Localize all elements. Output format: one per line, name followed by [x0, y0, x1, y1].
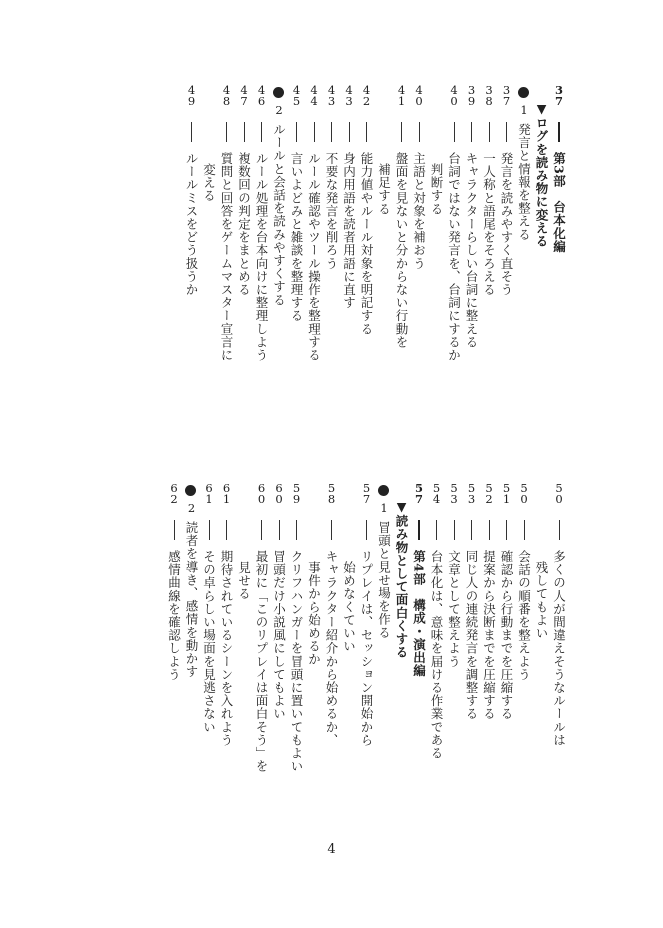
- leader-dash: [418, 520, 420, 540]
- page-ref-digit: 3: [467, 492, 476, 506]
- page-ref-digit: 5: [327, 481, 336, 495]
- chapter-number: 1: [520, 103, 528, 117]
- page-ref-digit: 0: [555, 492, 563, 506]
- toc-entry-text: リプレイは、セッション開始から: [359, 550, 374, 747]
- toc-entry-text: ▼読み物として面白くする: [394, 499, 409, 659]
- page-ref-digit: 9: [292, 492, 301, 506]
- toc-column-entry: [271, 483, 289, 818]
- toc-column-entry: [306, 85, 324, 420]
- page-ref: [253, 483, 270, 505]
- toc-entry-text: 最初に「このリプレイは面白そう」を: [254, 550, 269, 773]
- page-ref-digit: 4: [187, 83, 196, 97]
- page-ref-digit: 0: [257, 492, 266, 506]
- toc-entry-text: ルール確認やツール操作を整理する: [306, 152, 322, 362]
- toc-column-section: [533, 85, 551, 420]
- toc-entry-text: 多くの人が間違えそうなルールは: [551, 550, 567, 747]
- page-ref-digit: 1: [205, 492, 213, 506]
- toc-entry-text: 会話の順番を整えよう: [516, 550, 532, 681]
- page-ref-digit: 6: [257, 94, 266, 108]
- leader-dash: [191, 122, 192, 142]
- page-ref: [446, 85, 463, 107]
- leader-dash: [471, 520, 472, 540]
- page-ref-digit: 3: [554, 83, 563, 97]
- page-ref-digit: 7: [502, 94, 511, 108]
- page-ref: [393, 85, 410, 107]
- page-ref: [218, 85, 235, 107]
- page-ref-digit: 3: [450, 492, 458, 506]
- leader-dash: [419, 122, 420, 142]
- page-ref: [253, 85, 270, 107]
- bullet-icon: [518, 87, 529, 98]
- toc-column-chapter: [271, 85, 289, 420]
- leader-dash: [559, 520, 560, 540]
- page-ref-digit: 0: [450, 94, 458, 108]
- toc-entry-text: 補足する: [376, 163, 392, 216]
- toc-entry-text: 冒頭だけ小説風にしてもよい: [271, 550, 287, 721]
- toc-column-chapter: [376, 483, 394, 818]
- page-ref: [288, 483, 305, 505]
- toc-column-entry: [463, 483, 481, 818]
- leader-dash: [296, 122, 297, 142]
- page-ref: [498, 85, 515, 107]
- toc-column-entry: [218, 483, 236, 818]
- page-ref-digit: 4: [345, 83, 353, 97]
- page-ref-digit: 5: [432, 481, 441, 495]
- toc-entry-text: 発言を読みやすく直そう: [499, 152, 514, 297]
- page-ref-digit: 8: [222, 94, 231, 108]
- page-ref: [341, 85, 358, 107]
- toc-column-entry: [253, 85, 271, 420]
- page-ref: [271, 483, 288, 505]
- page-ref: [463, 85, 480, 107]
- page-ref-digit: 4: [450, 83, 458, 97]
- toc-column-entry: [551, 483, 569, 818]
- page-ref-digit: 2: [170, 492, 178, 506]
- toc-entry-text: 質問と回答をゲームマスター宣言に: [219, 152, 234, 362]
- leader-dash: [209, 520, 210, 540]
- page-ref: [516, 483, 533, 505]
- leader-dash: [558, 122, 560, 142]
- page-ref-digit: 5: [292, 94, 301, 108]
- page-ref-digit: 3: [485, 83, 493, 97]
- toc-column-section: [393, 483, 411, 818]
- page-ref-digit: 3: [345, 94, 353, 108]
- toc-column-part: [551, 85, 569, 420]
- toc-column-entry: [481, 85, 499, 420]
- toc-column-entry: [428, 483, 446, 818]
- page-ref-digit: 6: [205, 481, 213, 495]
- toc-column-cont: [428, 85, 446, 420]
- toc-column-entry: [288, 483, 306, 818]
- page-ref-digit: 4: [397, 83, 406, 97]
- page-ref: [481, 483, 498, 505]
- page-ref: [358, 85, 375, 107]
- toc-column-chapter: [183, 483, 201, 818]
- page-ref-digit: 5: [520, 481, 528, 495]
- toc-entry-text: 台本化は、意味を届ける作業である: [429, 550, 444, 760]
- leader-dash: [401, 122, 402, 142]
- toc-entry-text: 感情曲線を確認しよう: [166, 550, 182, 681]
- toc-column-entry: [516, 483, 534, 818]
- leader-dash: [506, 520, 507, 540]
- page-ref: [446, 483, 463, 505]
- page-ref: [288, 85, 305, 107]
- toc-entry-text: 判断する: [429, 163, 444, 216]
- toc-entry-text: 変える: [201, 163, 217, 203]
- toc-column-entry: [323, 85, 341, 420]
- toc-entry-text: 冒頭と見せ場を作る: [376, 521, 392, 639]
- toc-entry-text: キャラクターらしい台詞に整える: [464, 152, 479, 349]
- toc-entry-text: 提案から決断までを圧縮する: [481, 550, 497, 721]
- leader-dash: [296, 520, 297, 540]
- leader-dash: [226, 122, 227, 142]
- page-ref-digit: 6: [222, 481, 231, 495]
- leader-dash: [349, 122, 350, 142]
- page-ref-digit: 7: [240, 94, 248, 108]
- toc-entry-text: 確認から行動までを圧縮する: [499, 550, 514, 721]
- leader-dash: [366, 520, 367, 540]
- toc-column-entry: [323, 483, 341, 818]
- page-ref-digit: 7: [414, 492, 423, 506]
- toc-entry-text: 第4部 構成・演出編: [411, 550, 427, 678]
- page-ref-digit: 4: [222, 83, 231, 97]
- toc-column-cont: [201, 85, 219, 420]
- toc-entry-text: 言いよどみと雑談を整理する: [289, 152, 304, 323]
- chapter-number: 2: [187, 501, 196, 515]
- leader-dash: [454, 520, 455, 540]
- leader-dash: [314, 122, 315, 142]
- toc-entry-text: ルールと会話を読みやすくする: [271, 123, 287, 307]
- bullet-icon: [273, 87, 284, 98]
- toc-entry-text: 見せる: [236, 561, 252, 601]
- page-ref-digit: 4: [310, 94, 318, 108]
- leader-dash: [331, 122, 332, 142]
- page-ref-digit: 6: [170, 481, 178, 495]
- page-ref-digit: 5: [555, 481, 563, 495]
- page-ref-digit: 4: [310, 83, 318, 97]
- leader-dash: [489, 520, 490, 540]
- page-ref: [411, 85, 428, 107]
- page-ref-digit: 5: [450, 481, 458, 495]
- leader-dash: [471, 122, 472, 142]
- page-ref-digit: 6: [275, 481, 283, 495]
- page-ref-digit: 5: [362, 481, 371, 495]
- toc-entry-text: 複数回の判定をまとめる: [236, 152, 252, 297]
- page-ref: [236, 85, 253, 107]
- toc-column-entry: [236, 85, 254, 420]
- leader-dash: [489, 122, 490, 142]
- page-ref: [201, 483, 218, 505]
- toc-entry-text: 発言と情報を整える: [516, 123, 532, 241]
- bullet-icon: [378, 485, 389, 496]
- toc-column-entry: [393, 85, 411, 420]
- page-ref: [551, 483, 568, 505]
- chapter-number: 1: [380, 501, 388, 515]
- leader-dash: [174, 520, 175, 540]
- page-ref: [183, 85, 200, 107]
- page-ref-digit: 1: [502, 492, 511, 506]
- leader-dash: [366, 122, 367, 142]
- page-ref: [358, 483, 375, 505]
- chapter-number: 2: [275, 103, 283, 117]
- page-ref-digit: 0: [520, 492, 528, 506]
- toc-entry-text: その卓らしい場面を見逃さない: [201, 550, 217, 734]
- leader-dash: [226, 520, 227, 540]
- toc-column-entry: [253, 483, 271, 818]
- toc-column-entry: [183, 85, 201, 420]
- page-ref-digit: 4: [292, 83, 301, 97]
- bullet-icon: [185, 485, 196, 496]
- leader-dash: [261, 520, 262, 540]
- page-ref-digit: 9: [187, 94, 196, 108]
- page-ref-digit: 5: [485, 481, 493, 495]
- toc-column-entry: [446, 85, 464, 420]
- toc-entry-text: クリフハンガーを冒頭に置いてもよい: [289, 550, 304, 773]
- leader-dash: [436, 520, 437, 540]
- leader-dash: [261, 122, 262, 142]
- page-ref-digit: 4: [240, 83, 248, 97]
- page-ref-digit: 5: [467, 481, 476, 495]
- toc-bottom-block: [166, 483, 569, 818]
- toc-entry-text: 台詞ではない発言を、台詞にするか: [446, 152, 462, 362]
- page-ref-digit: 5: [414, 481, 423, 495]
- toc-entry-text: 始めなくていい: [341, 561, 357, 653]
- page-ref: [218, 483, 235, 505]
- page-ref: [428, 483, 445, 505]
- page-ref-digit: 5: [502, 481, 511, 495]
- page-ref-digit: 1: [397, 94, 406, 108]
- page-ref: [411, 483, 428, 505]
- leader-dash: [244, 122, 245, 142]
- page-ref-digit: 6: [257, 481, 266, 495]
- toc-column-cont: [533, 483, 551, 818]
- page-ref-digit: 2: [485, 492, 493, 506]
- page-ref: [323, 483, 340, 505]
- toc-column-entry: [446, 483, 464, 818]
- page-ref: [551, 85, 568, 107]
- toc-column-entry: [166, 483, 184, 818]
- toc-entry-text: 身内用語を読者用語に直す: [341, 152, 357, 310]
- toc-column-entry: [358, 483, 376, 818]
- toc-entry-text: 能力値やルール対象を明記する: [359, 152, 374, 336]
- toc-column-cont: [376, 85, 394, 420]
- page-ref-digit: 4: [432, 492, 441, 506]
- toc-column-entry: [341, 85, 359, 420]
- page-ref-digit: 3: [502, 83, 511, 97]
- toc-column-entry: [498, 483, 516, 818]
- page-ref-digit: 8: [327, 492, 336, 506]
- page-ref-digit: 4: [362, 83, 371, 97]
- toc-entry-text: ルールミスをどう扱うか: [184, 152, 199, 297]
- leader-dash: [524, 520, 525, 540]
- page-ref: [481, 85, 498, 107]
- page-ref-digit: 0: [415, 94, 423, 108]
- toc-column-entry: [201, 483, 219, 818]
- page-ref-digit: 4: [415, 83, 423, 97]
- page-number: 4: [327, 842, 336, 857]
- toc-column-cont: [306, 483, 324, 818]
- toc-entry-text: 一人称と語尾をそろえる: [481, 152, 497, 297]
- toc-column-entry: [463, 85, 481, 420]
- toc-entry-text: 読者を導き、感情を動かす: [184, 521, 199, 679]
- leader-dash: [454, 122, 455, 142]
- toc-column-entry: [288, 85, 306, 420]
- toc-entry-text: 盤面を見ないと分からない行動を: [394, 152, 409, 349]
- page-ref: [166, 483, 183, 505]
- toc-column-entry: [358, 85, 376, 420]
- page-ref: [323, 85, 340, 107]
- page-ref: [498, 483, 515, 505]
- page-ref-digit: 4: [327, 83, 336, 97]
- toc-column-part: [411, 483, 429, 818]
- leader-dash: [331, 520, 332, 540]
- toc-entry-text: ルール処理を台本向けに整理しよう: [254, 152, 269, 362]
- toc-entry-text: 期待されているシーンを入れよう: [219, 550, 234, 747]
- page-ref-digit: 7: [554, 94, 563, 108]
- toc-entry-text: ▼ログを読み物に変える: [534, 101, 549, 248]
- toc-column-entry: [498, 85, 516, 420]
- toc-column-entry: [411, 85, 429, 420]
- page-ref-digit: 4: [257, 83, 266, 97]
- toc-column-entry: [218, 85, 236, 420]
- toc-entry-text: 主語と対象を補おう: [411, 152, 427, 270]
- page-ref: [306, 85, 323, 107]
- toc-entry-text: 不要な発言を削ろう: [324, 152, 339, 270]
- page-ref-digit: 2: [362, 94, 371, 108]
- page-ref-digit: 0: [275, 492, 283, 506]
- toc-column-cont: [236, 483, 254, 818]
- toc-top-block: [183, 85, 568, 420]
- page-ref-digit: 9: [467, 94, 476, 108]
- toc-column-cont: [341, 483, 359, 818]
- toc-entry-text: 残してもよい: [534, 561, 549, 640]
- toc-entry-text: 事件から始めるか: [306, 561, 322, 666]
- leader-dash: [279, 520, 280, 540]
- page-ref-digit: 1: [222, 492, 231, 506]
- page-ref-digit: 3: [327, 94, 336, 108]
- toc-entry-text: 同じ人の連続発言を調整する: [464, 550, 479, 721]
- page-ref-digit: 8: [485, 94, 493, 108]
- toc-entry-text: 文章として整えよう: [446, 550, 462, 668]
- toc-entry-text: 第3部 台本化編: [551, 152, 567, 253]
- page-ref-digit: 7: [362, 492, 371, 506]
- toc-column-chapter: [516, 85, 534, 420]
- page-ref-digit: 3: [467, 83, 476, 97]
- page-ref-digit: 5: [292, 481, 301, 495]
- page-ref: [463, 483, 480, 505]
- toc-entry-text: キャラクター紹介から始めるか、: [324, 550, 339, 747]
- leader-dash: [506, 122, 507, 142]
- toc-column-entry: [481, 483, 499, 818]
